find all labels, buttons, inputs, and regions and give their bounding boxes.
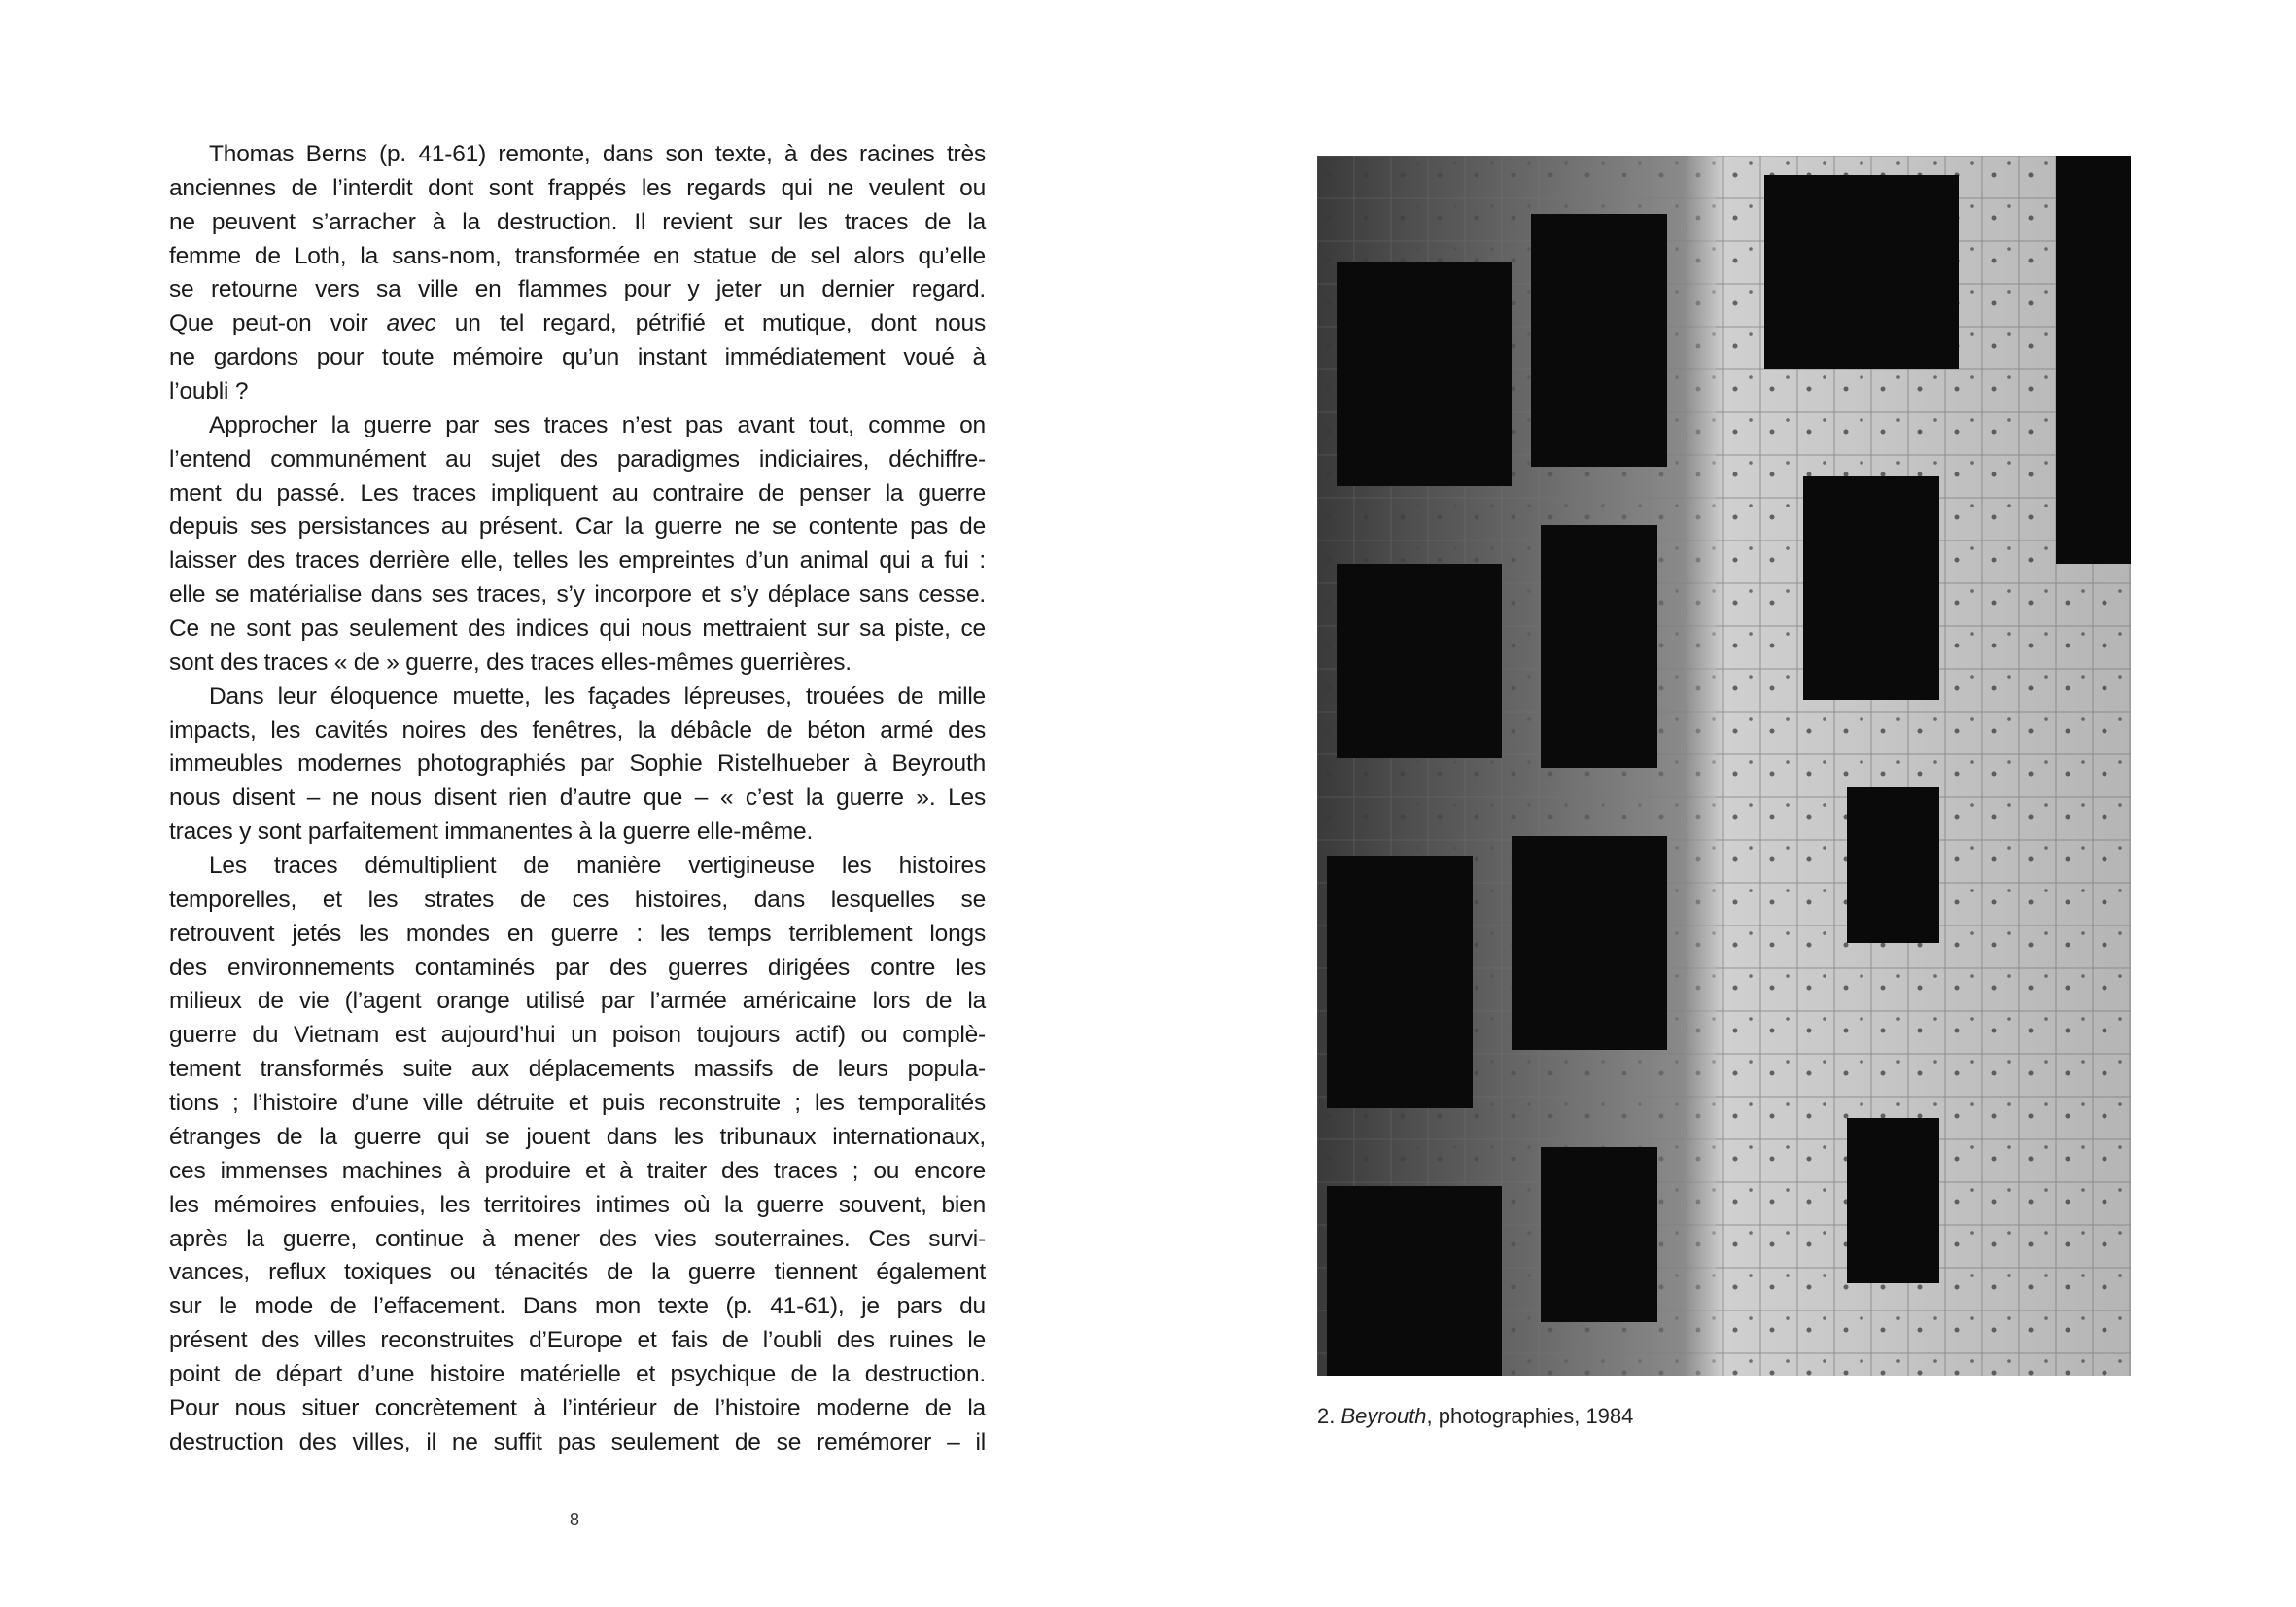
- text-line: l’oubli ?: [169, 378, 249, 405]
- text-line: laisser des traces derrière elle, telles les empreintes d’un animal qui a fui :: [169, 547, 986, 575]
- caption-title: Beyrouth: [1340, 1404, 1427, 1428]
- text-line: traces y sont parfaitement immanentes à la guerre elle-même.: [169, 819, 814, 846]
- text-line: Pour nous situer concrètement à l’intérieur de l’histoire moderne de la: [169, 1394, 986, 1421]
- text-line: milieux de vie (l’agent orange utilisé par l’armée américaine lors de la: [169, 988, 986, 1015]
- text-line: les mémoires enfouies, les territoires intimes où la guerre souvent, bien: [169, 1191, 986, 1218]
- text-line: point de départ d’une histoire matérielle et psychique de la destruction.: [169, 1360, 986, 1387]
- text-line: Ce ne sont pas seulement des indices qui nous mettraient sur sa piste, ce: [169, 615, 986, 643]
- text-line: elle se matérialise dans ses traces, s’y incorpore et s’y déplace sans cesse.: [169, 581, 986, 609]
- text-line: anciennes de l’interdit dont sont frappés les regards qui ne veulent ou: [169, 174, 986, 201]
- text-line: depuis ses persistances au présent. Car la guerre ne se contente pas de: [169, 513, 986, 541]
- body-text: [169, 138, 986, 1460]
- text-line: retrouvent jetés les mondes en guerre : les temps terriblement longs: [169, 920, 986, 947]
- text-line: nous disent – ne nous disent rien d’autre que – « c’est la guerre ». Les: [169, 785, 986, 812]
- text-line: Approcher la guerre par ses traces n’est pas avant tout, comme on: [209, 411, 986, 438]
- photo-illustration: [1317, 156, 2131, 1376]
- text-line: vances, reflux toxiques ou ténacités de la guerre tiennent également: [169, 1259, 986, 1286]
- text-line: se retourne vers sa ville en flammes pour y jeter un dernier regard.: [169, 276, 986, 303]
- text-line: ment du passé. Les traces impliquent au contraire de penser la guerre: [169, 479, 986, 507]
- text-line: l’entend communément au sujet des paradigmes indiciaires, déchiffre-: [169, 445, 986, 472]
- ruined-building-photo: [1317, 156, 2131, 1376]
- text-line: tions ; l’histoire d’une ville détruite et puis reconstruite ; les temporalités: [169, 1090, 986, 1117]
- text-line: après la guerre, continue à mener des vies souterraines. Ces survi-: [169, 1225, 986, 1252]
- text-line: présent des villes reconstruites d’Europe et fais de l’oubli des ruines le: [169, 1327, 986, 1354]
- text-line: impacts, les cavités noires des fenêtres, la débâcle de béton armé des: [169, 716, 986, 744]
- text-line: destruction des villes, il ne suffit pas seulement de se remémorer – il: [169, 1428, 986, 1455]
- text-line: Thomas Berns (p. 41-61) remonte, dans son texte, à des racines très: [209, 141, 986, 167]
- text-line: tement transformés suite aux déplacements massifs de leurs popula-: [169, 1056, 986, 1083]
- text-line: femme de Loth, la sans-nom, transformée en statue de sel alors qu’elle: [169, 242, 986, 269]
- text-line: guerre du Vietnam est aujourd’hui un poison toujours actif) ou complè-: [169, 1022, 986, 1049]
- text-line: Les traces démultiplient de manière vertigineuse les histoires: [209, 853, 986, 880]
- text-line: sont des traces « de » guerre, des traces elles-mêmes guerrières.: [169, 648, 852, 676]
- text-line: des environnements contaminés par des guerres dirigées contre les: [169, 954, 986, 981]
- text-line: sur le mode de l’effacement. Dans mon texte (p. 41-61), je pars du: [169, 1293, 986, 1320]
- text-line: temporelles, et les strates de ces histoires, dans lesquelles se: [169, 886, 986, 913]
- text-line: immeubles modernes photographiés par Sophie Ristelhueber à Beyrouth: [169, 751, 986, 778]
- text-line: Que peut-on voir avec un tel regard, pétrifié et mutique, dont nous: [169, 310, 986, 337]
- caption-details: , photographies, 1984: [1426, 1404, 1634, 1428]
- caption-number: 2.: [1317, 1404, 1336, 1428]
- figure-caption: [1317, 1404, 1633, 1429]
- text-line: Dans leur éloquence muette, les façades lépreuses, trouées de mille: [209, 682, 986, 710]
- text-line: ces immenses machines à produire et à traiter des traces ; ou encore: [169, 1157, 986, 1184]
- page-number: 8: [570, 1510, 580, 1529]
- text-line: ne gardons pour toute mémoire qu’un instant immédiatement voué à: [169, 344, 986, 371]
- text-line: étranges de la guerre qui se jouent dans les tribunaux internationaux,: [169, 1123, 986, 1150]
- text-line: ne peuvent s’arracher à la destruction. Il revient sur les traces de la: [169, 208, 986, 235]
